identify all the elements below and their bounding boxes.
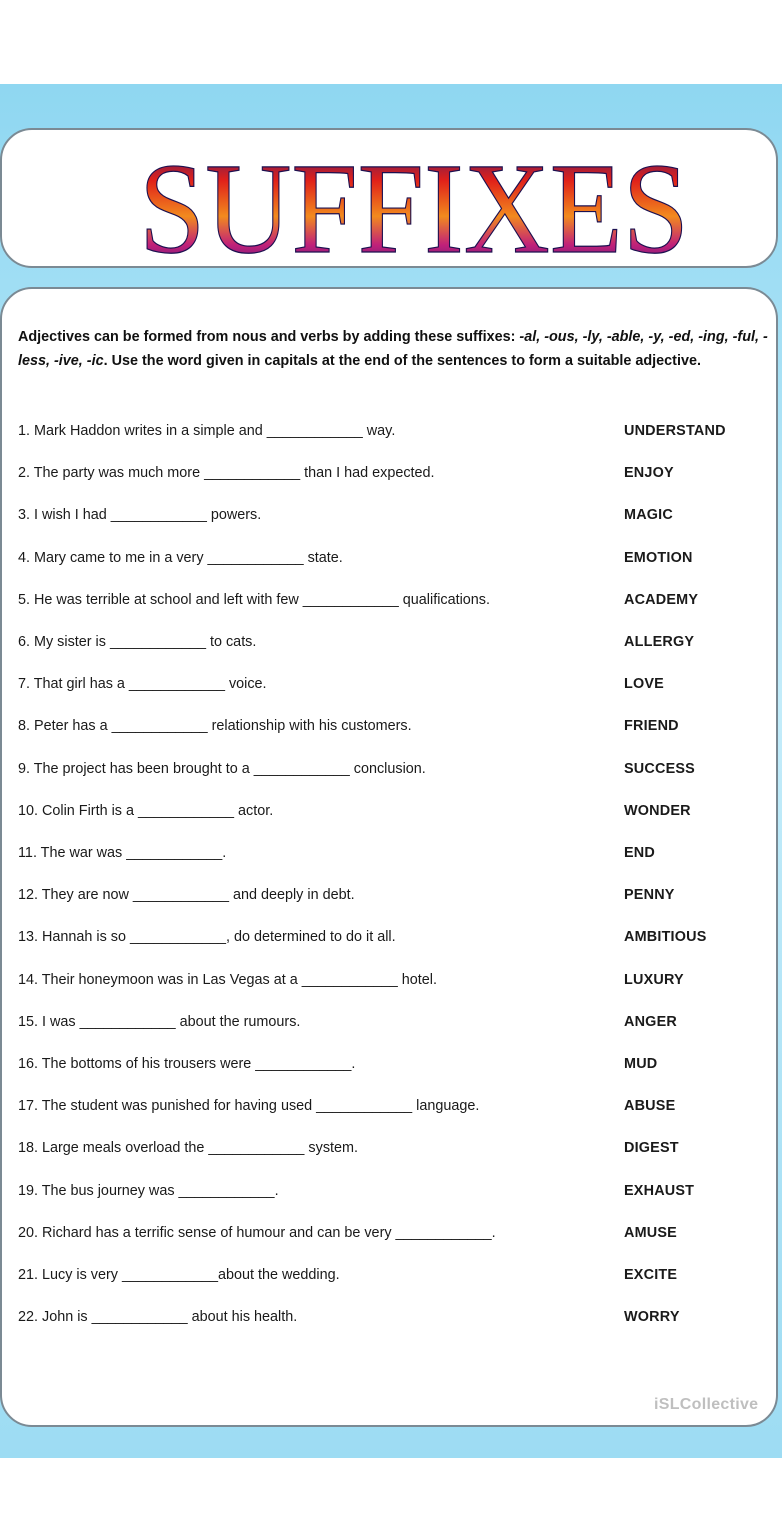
base-word: ALLERGY [624, 634, 695, 650]
title-graphic [2, 130, 780, 270]
instructions-text-2: . Use the word given in capitals at the end of the sentences to form a suitable adjective. [103, 353, 701, 369]
question-row [18, 590, 758, 610]
question-row [18, 927, 758, 947]
question-text: 1. Mark Haddon writes in a simple and ____________ way. [18, 423, 396, 439]
question-text: 12. They are now ____________ and deeply in debt. [18, 887, 355, 904]
base-word: WORRY [624, 1309, 680, 1326]
base-word: WONDER [624, 802, 691, 819]
question-row [18, 1096, 758, 1116]
base-word: SUCCESS [624, 760, 695, 777]
base-word: UNDERSTAND [624, 423, 726, 439]
brand-logo: iSLCollective [654, 1396, 759, 1413]
question-row [18, 1265, 758, 1285]
question-row [18, 463, 758, 483]
question-row [18, 1054, 758, 1074]
suffix-list: -al, -ous, -ly, -able, -y, -ed, -ing, -ful, -less, -ive, -ic [18, 329, 768, 369]
question-text: 8. Peter has a ____________ relationship with his customers. [18, 718, 412, 735]
question-row [18, 632, 758, 652]
question-text: 2. The party was much more ____________ than I had expected. [18, 465, 435, 482]
base-word: AMUSE [624, 1224, 677, 1241]
base-word: EMOTION [624, 549, 693, 566]
base-word: LOVE [624, 676, 664, 693]
question-row [18, 674, 758, 694]
question-text: 9. The project has been brought to a ____________ conclusion. [18, 760, 426, 777]
question-row [18, 1181, 758, 1201]
question-text: 7. That girl has a ____________ voice. [18, 676, 267, 693]
base-word: ACADEMY [624, 591, 699, 608]
question-text: 6. My sister is ____________ to cats. [18, 634, 257, 650]
question-row [18, 759, 758, 779]
question-text: 18. Large meals overload the ____________ system. [18, 1140, 359, 1157]
question-row [18, 1307, 758, 1327]
question-text: 14. Their honeymoon was in Las Vegas at a ____________ hotel. [18, 971, 437, 988]
question-text: 21. Lucy is very ____________about the wedding. [18, 1267, 340, 1283]
title-panel [0, 128, 778, 268]
question-row [18, 1223, 758, 1243]
base-word: AMBITIOUS [624, 929, 707, 946]
question-text: 19. The bus journey was ____________. [18, 1182, 279, 1199]
question-row [18, 548, 758, 568]
question-text: 13. Hannah is so ____________, do determined to do it all. [18, 929, 396, 946]
question-text: 5. He was terrible at school and left with few ____________ qualifications. [18, 591, 490, 608]
base-word: ENJOY [624, 465, 674, 482]
question-row [18, 1012, 758, 1032]
question-text: 15. I was ____________ about the rumours. [18, 1013, 301, 1030]
instructions-text-1: Adjectives can be formed from nous and verbs by adding these suffixes: [18, 329, 520, 345]
base-word: MAGIC [624, 507, 673, 524]
base-word: EXHAUST [624, 1182, 695, 1199]
base-word: FRIEND [624, 718, 679, 735]
question-text: 22. John is ____________ about his health. [18, 1309, 298, 1326]
question-text: 11. The war was ____________. [18, 845, 227, 861]
question-row [18, 716, 758, 736]
question-row [18, 801, 758, 821]
base-word: EXCITE [624, 1267, 678, 1283]
question-row [18, 1138, 758, 1158]
question-row [18, 421, 758, 441]
question-row [18, 505, 758, 525]
question-text: 17. The student was punished for having used ____________ language. [18, 1098, 480, 1115]
question-text: 16. The bottoms of his trousers were ____________. [18, 1056, 356, 1072]
base-word: PENNY [624, 887, 675, 904]
page-title: SUFFIXES [139, 137, 689, 270]
question-text: 20. Richard has a terrific sense of humour and can be very ____________. [18, 1224, 496, 1241]
question-text: 4. Mary came to me in a very ____________ state. [18, 549, 343, 566]
question-text: 10. Colin Firth is a ____________ actor. [18, 802, 274, 819]
base-word: ANGER [624, 1013, 677, 1030]
question-row [18, 885, 758, 905]
question-row [18, 843, 758, 863]
base-word: END [624, 845, 655, 861]
base-word: DIGEST [624, 1140, 679, 1157]
base-word: ABUSE [624, 1098, 676, 1115]
question-text: 3. I wish I had ____________ powers. [18, 507, 262, 524]
base-word: MUD [624, 1056, 658, 1072]
base-word: LUXURY [624, 971, 684, 988]
instructions [18, 325, 768, 373]
question-row [18, 970, 758, 990]
